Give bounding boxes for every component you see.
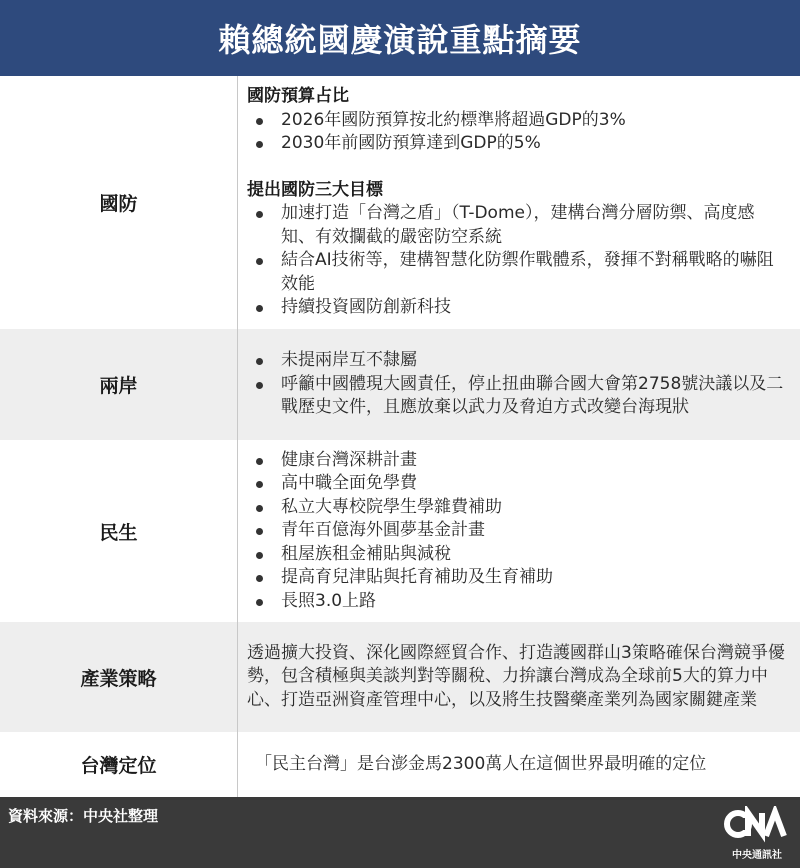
- header-banner: [0, 0, 800, 76]
- list-item: 2026年國防預算按北約標準將超過GDP的3%: [247, 109, 786, 133]
- row-content-taiwan-position: [238, 732, 800, 797]
- table-row-taiwan-position: [0, 732, 800, 797]
- list-item: 租屋族租金補貼與減稅: [247, 543, 786, 567]
- list-item: 呼籲中國體現大國責任，停止扭曲聯合國大會第2758號決議以及二戰歷史文件，且應放棄以武力及脅迫方式改變台海現狀: [247, 373, 786, 420]
- table-row-industry-strategy: [0, 622, 800, 732]
- list-item: 2030年前國防預算達到GDP的5%: [247, 132, 786, 156]
- source-credit: 資料來源：中央社整理: [8, 807, 159, 825]
- row-label-cell: [0, 329, 238, 440]
- page-title: 賴總統國慶演說重點摘要: [218, 21, 582, 59]
- spacer: [247, 156, 786, 179]
- row-label-industry-strategy: 產業策略: [80, 667, 157, 690]
- list-item: 未提兩岸互不隸屬: [247, 349, 786, 373]
- list-item: 私立大專校院學生學雜費補助: [247, 496, 786, 520]
- row-label-cell: [0, 622, 238, 732]
- row-text-industry-strategy: 透過擴大投資、深化國際經貿合作、打造護國群山3策略確保台灣競爭優勢，包含積極與美談判對等關稅、力拚讓台灣成為全球前5大的算力中心、打造亞洲資產管理中心，以及將生技醫藥產業列為國家關鍵產業: [247, 642, 785, 710]
- footer-bar: [0, 797, 800, 868]
- bullet-list: [247, 349, 786, 420]
- row-label-cell: [0, 440, 238, 622]
- row-text-taiwan-position: 「民主台灣」是台澎金馬2300萬人在這個世界最明確的定位: [255, 753, 707, 774]
- list-item: 結合AI技術等，建構智慧化防禦作戰體系，發揮不對稱戰略的嚇阻效能: [247, 249, 786, 296]
- row-label-cell: [0, 76, 238, 329]
- row-label-defense: 國防: [99, 193, 138, 215]
- logo-caption: 中央通訊社: [732, 850, 782, 861]
- row-label-livelihood: 民生: [99, 521, 138, 544]
- list-item: 長照3.0上路: [247, 590, 786, 614]
- list-item: 提高育兒津貼與托育補助及生育補助: [247, 566, 786, 590]
- row-label-cross-strait: 兩岸: [99, 375, 138, 397]
- table-row-cross-strait: [0, 329, 800, 440]
- row-content-industry-strategy: [238, 622, 800, 732]
- section-title-defense-budget: 國防預算占比: [247, 86, 349, 107]
- list-item: 高中職全面免學費: [247, 472, 786, 496]
- list-item: 持續投資國防創新科技: [247, 296, 786, 320]
- row-content-defense: [238, 76, 800, 329]
- bullet-list: [247, 449, 786, 614]
- bullet-list: [247, 202, 786, 320]
- table-row-defense: [0, 76, 800, 329]
- row-label-cell: [0, 732, 238, 797]
- table-row-livelihood: [0, 440, 800, 622]
- bullet-list: [247, 109, 786, 156]
- row-content-cross-strait: [238, 329, 800, 440]
- row-label-taiwan-position: 台灣定位: [80, 755, 157, 777]
- section-title-defense-goals: 提出國防三大目標: [247, 179, 383, 200]
- list-item: 加速打造「台灣之盾」（T-Dome），建構台灣分層防禦、高度感知、有效攔截的嚴密防空系統: [247, 202, 786, 249]
- list-item: 青年百億海外圓夢基金計畫: [247, 519, 786, 543]
- row-content-livelihood: [238, 440, 800, 622]
- list-item: 健康台灣深耕計畫: [247, 449, 786, 473]
- summary-table: [0, 76, 800, 797]
